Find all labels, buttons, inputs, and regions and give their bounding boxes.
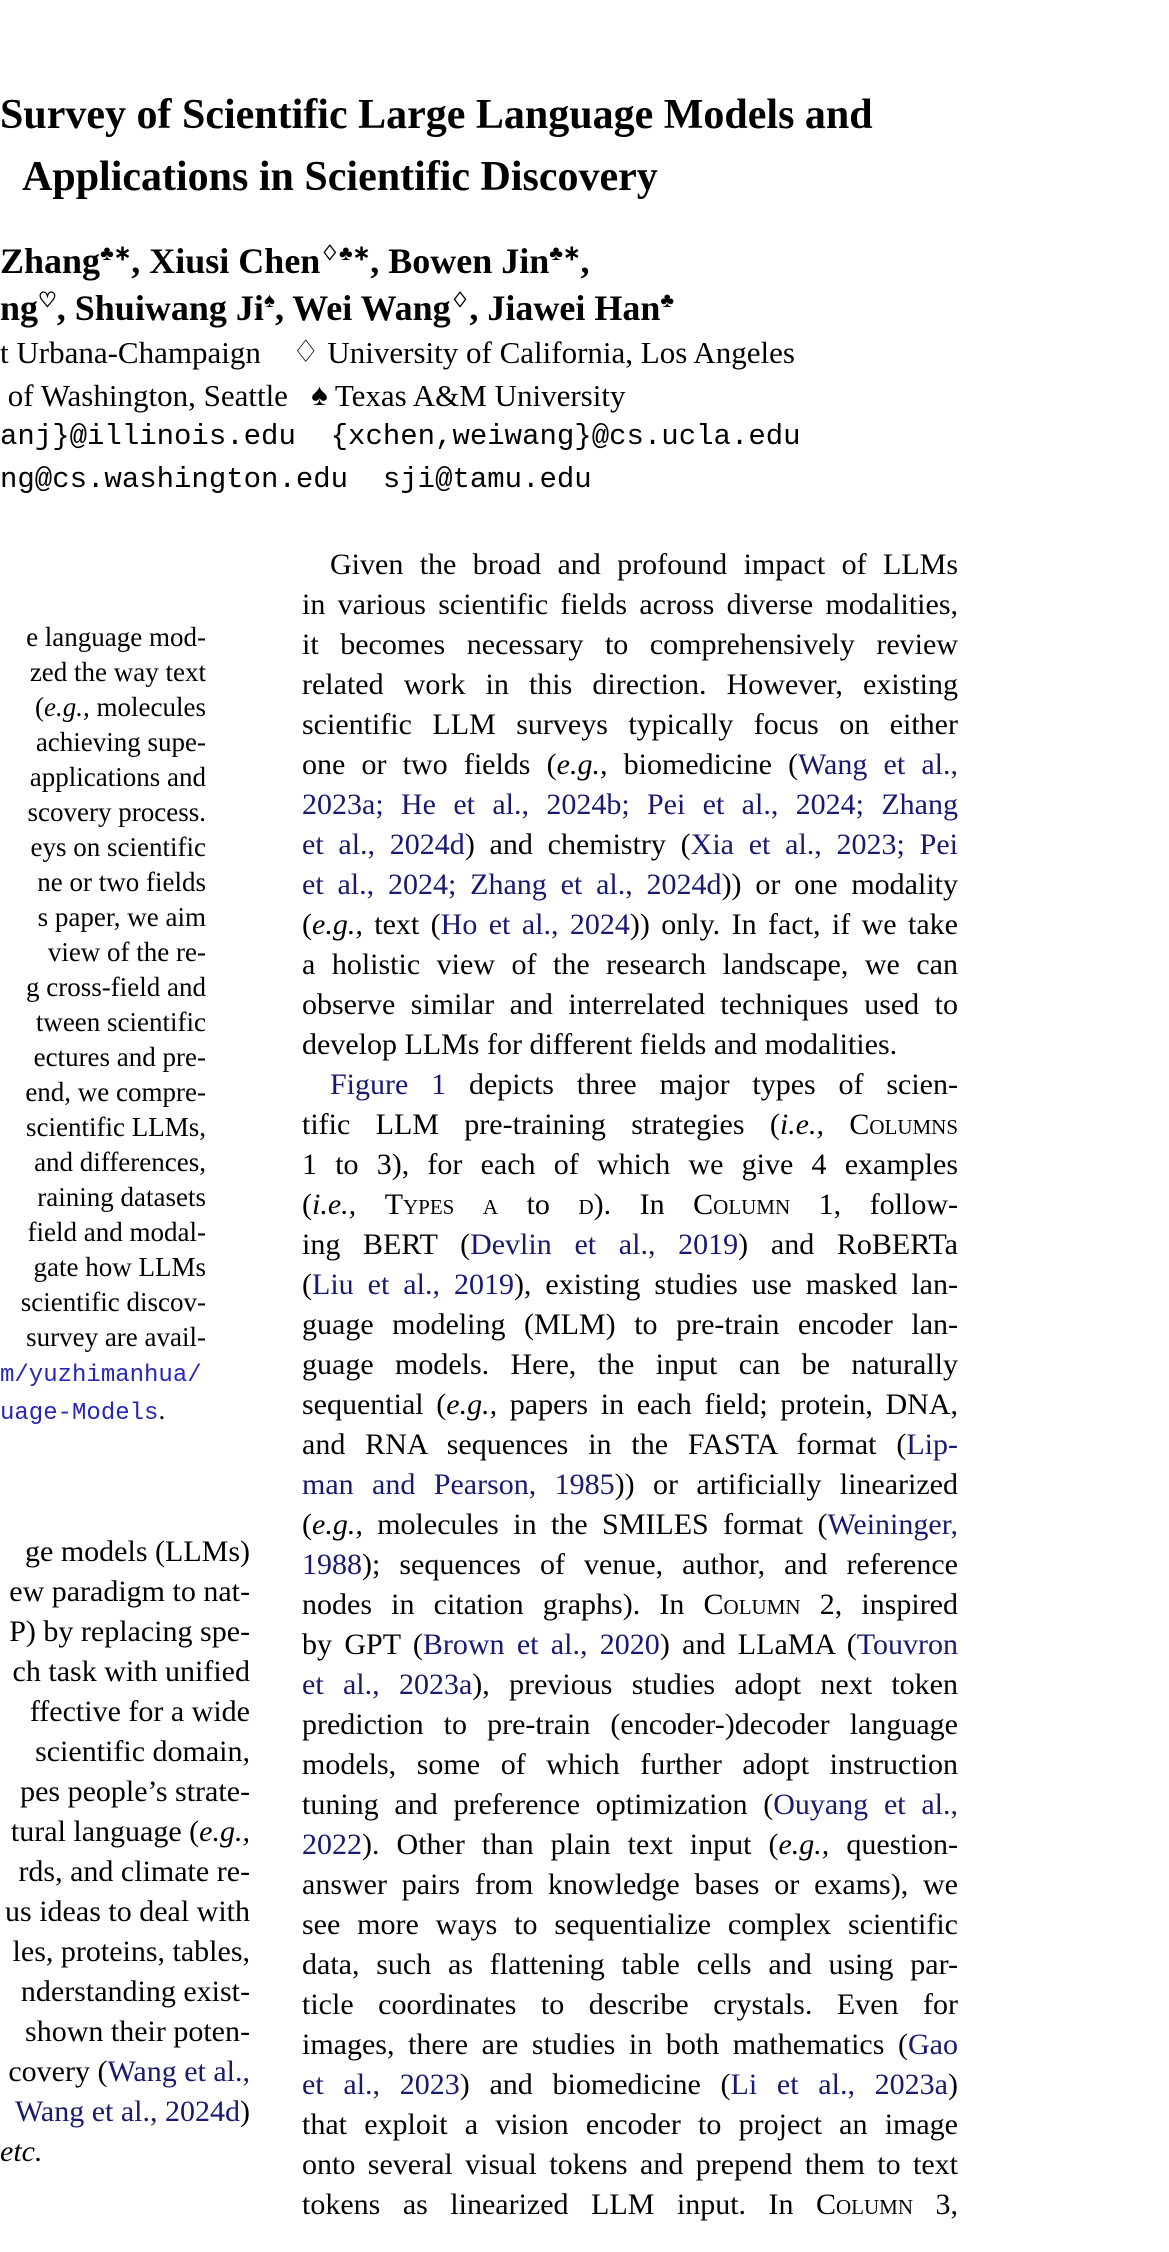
text-line: Given the broad and profound impact of LLMs <box>330 548 958 581</box>
text-line: guage models. Here, the input can be naturally <box>302 1348 958 1381</box>
text-line: scientific LLMs, <box>26 1112 206 1142</box>
italic-text: e.g., <box>446 1388 498 1421</box>
text-line: P) by replacing spe- <box>9 1615 250 1648</box>
smallcaps-text: d <box>578 1188 594 1221</box>
italic-text: i.e., <box>312 1188 357 1221</box>
affiliation-line-1: t Urbana-Champaign ♢ University of California, Los Angeles <box>0 334 795 370</box>
citation-link[interactable]: et al., 2024; Zhang et al., 2024d <box>302 868 722 901</box>
citation-link[interactable]: Li et al., 2023a <box>730 2068 948 2101</box>
text-line: end, we compre- <box>25 1077 206 1107</box>
text-line: et al., 2024d) and chemistry (Xia et al., 2023; Pei <box>302 828 958 861</box>
url-link[interactable]: uage-Models <box>0 1400 159 1427</box>
citation-link[interactable]: Xia et al., 2023; Pei <box>690 828 958 861</box>
email-line-2: ng@cs.washington.edu sji@tamu.edu <box>0 463 592 496</box>
text-line: nderstanding exist- <box>20 1975 250 2008</box>
smallcaps-text: Column <box>693 1188 791 1221</box>
text-line: field and modal- <box>27 1217 206 1247</box>
text-line: that exploit a vision encoder to project an image <box>302 2108 958 2141</box>
text-line: a holistic view of the research landscape, we can <box>302 948 958 981</box>
text-line: prediction to pre-train (encoder-)decoder language <box>302 1708 958 1741</box>
citation-link[interactable]: Ouyang et al., <box>773 1788 958 1821</box>
text-line: ge models (LLMs) <box>25 1535 250 1568</box>
text-line: observe similar and interrelated techniques used to <box>302 988 958 1021</box>
text-line <box>0 1355 206 1393</box>
text-line: by GPT (Brown et al., 2020) and LLaMA (Touvron <box>302 1628 958 1661</box>
text-line: related work in this direction. However, existing <box>302 668 958 701</box>
text-line: (e.g., text (Ho et al., 2024)) only. In fact, if we take <box>302 908 958 941</box>
text-line: applications and <box>29 762 206 792</box>
text-line: tuning and preference optimization (Ouyang et al., <box>302 1788 958 1821</box>
text-line: uage-Models. <box>0 1395 166 1427</box>
author-line-2: ng♡, Shuiwang Ji♠, Wei Wang♢, Jiawei Han♣ <box>0 288 675 328</box>
text-line: data, such as flattening table cells and using par- <box>302 1948 958 1981</box>
text-line: scovery process. <box>27 797 206 827</box>
citation-link[interactable]: Wang et al., <box>798 748 958 781</box>
text-line: shown their poten- <box>25 2015 250 2048</box>
italic-text: e.g., <box>312 1508 363 1541</box>
text-line: et al., 2023a), previous studies adopt next token <box>302 1668 958 1701</box>
affiliation-symbol: ♢ <box>291 334 320 369</box>
italic-text: e.g., <box>199 1815 250 1848</box>
italic-text: e.g., <box>312 908 363 941</box>
text-line: ffective for a wide <box>29 1695 250 1728</box>
citation-link[interactable]: Brown et al., 2020 <box>422 1628 660 1661</box>
text-line: man and Pearson, 1985)) or artificially linearized <box>302 1468 958 1501</box>
citation-link[interactable]: Devlin et al., 2019 <box>470 1228 739 1261</box>
superscript-symbol: ♣∗ <box>549 241 581 265</box>
text-line: ectures and pre- <box>33 1042 206 1072</box>
paper-title-line2: Applications in Scientific Discovery <box>22 154 658 200</box>
email-line-1: anj}@illinois.edu {xchen,weiwang}@cs.ucla.edu <box>0 420 801 453</box>
text-line: e language mod- <box>26 622 206 652</box>
text-line: ticle coordinates to describe crystals. Even for <box>302 1988 958 2021</box>
text-line: 2022). Other than plain text input (e.g., question- <box>302 1828 958 1861</box>
text-line: pes people’s strate- <box>20 1775 250 1808</box>
text-line: develop LLMs for different fields and modalities. <box>302 1028 898 1061</box>
text-line: one or two fields (e.g., biomedicine (Wang et al., <box>302 748 958 781</box>
citation-link[interactable]: 2022 <box>302 1828 362 1861</box>
text-line: 1 to 3), for each of which we give 4 examples <box>302 1148 958 1181</box>
text-line: sequential (e.g., papers in each field; protein, DNA, <box>302 1388 958 1421</box>
citation-link[interactable]: man and Pearson, 1985 <box>302 1468 615 1501</box>
text-line: onto several visual tokens and prepend them to text <box>302 2148 958 2181</box>
citation-link[interactable]: Weininger, <box>827 1508 958 1541</box>
text-line: survey are avail- <box>26 1322 206 1352</box>
citation-link[interactable]: 2023a; He et al., 2024b; Pei et al., 2024; Zhang <box>302 788 958 821</box>
italic-text: i.e., <box>779 1108 824 1141</box>
citation-link[interactable]: Ho et al., 2024 <box>440 908 630 941</box>
affiliation-symbol: ♠ <box>311 377 328 412</box>
text-line: eys on scientific <box>30 832 206 862</box>
text-line: ch task with unified <box>12 1655 250 1688</box>
text-line: answer pairs from knowledge bases or exams), we <box>302 1868 958 1901</box>
text-line: (e.g., molecules <box>35 692 206 722</box>
citation-link[interactable]: et al., 2024d <box>302 828 465 861</box>
text-line: ne or two fields <box>37 867 206 897</box>
text-line: tific LLM pre-training strategies (i.e., Columns <box>302 1108 958 1141</box>
text-line <box>0 2132 250 2172</box>
affiliation-line-2: of Washington, Seattle ♠ Texas A&M University <box>0 377 626 413</box>
smallcaps-text: Column <box>816 2188 914 2221</box>
text-line: and RNA sequences in the FASTA format (Lip- <box>302 1428 958 1461</box>
superscript-symbol: ♡ <box>38 288 57 312</box>
text-line: les, proteins, tables, <box>12 1935 250 1968</box>
text-line: tokens as linearized LLM input. In Column 3, <box>302 2188 958 2221</box>
citation-link[interactable]: Lip- <box>906 1428 958 1461</box>
citation-link[interactable]: Touvron <box>856 1628 958 1661</box>
author-line-1: Zhang♣∗, Xiusi Chen♢♣∗, Bowen Jin♣∗, <box>0 241 590 281</box>
abstract-column-fragment <box>0 620 206 1431</box>
text-line: s paper, we aim <box>37 902 206 932</box>
text-line: Figure 1 depicts three major types of scien- <box>330 1068 958 1101</box>
citation-link[interactable]: 1988 <box>302 1548 362 1581</box>
text-line: ew paradigm to nat- <box>9 1575 250 1608</box>
text-line: and differences, <box>34 1147 206 1177</box>
superscript-symbol: ♣ <box>660 288 675 312</box>
text-line: ing BERT (Devlin et al., 2019) and RoBERTa <box>302 1228 958 1261</box>
smallcaps-text: Columns <box>849 1108 958 1141</box>
text-line: zed the way text <box>29 657 206 687</box>
text-line: gate how LLMs <box>33 1252 206 1282</box>
italic-text: e.g., <box>556 748 608 781</box>
smallcaps-text: Types a <box>384 1188 499 1221</box>
text-line: models, some of which further adopt instruction <box>302 1748 958 1781</box>
text-line: guage modeling (MLM) to pre-train encoder lan- <box>302 1308 958 1341</box>
text-line: covery (Wang et al., <box>8 2055 250 2088</box>
intro-column-fragment <box>0 1532 250 2172</box>
superscript-symbol: ♠ <box>263 288 275 312</box>
text-line: 1988); sequences of venue, author, and reference <box>302 1548 958 1581</box>
text-line: in various scientific fields across diverse modalities, <box>302 588 958 621</box>
superscript-symbol: ♢ <box>450 288 470 312</box>
text-line: raining datasets <box>37 1182 206 1212</box>
text-line: rds, and climate re- <box>18 1855 250 1888</box>
text-line: achieving supe- <box>35 727 206 757</box>
text-line: tural language (e.g., <box>10 1815 250 1848</box>
right-text-column <box>302 545 958 2225</box>
superscript-symbol: ♣∗ <box>100 241 132 265</box>
text-line: et al., 2024; Zhang et al., 2024d)) or one modality <box>302 868 958 901</box>
citation-link[interactable]: Liu et al., 2019 <box>312 1268 514 1301</box>
citation-link[interactable]: Gao <box>908 2028 958 2061</box>
text-line: scientific domain, <box>35 1735 250 1768</box>
italic-text: e.g., <box>44 692 90 722</box>
text-line: view of the re- <box>47 937 206 967</box>
text-line: us ideas to deal with <box>5 1895 250 1928</box>
paper-title-line1: Survey of Scientific Large Language Models and <box>0 92 873 138</box>
url-link[interactable]: m/yuzhimanhua/ <box>0 1362 202 1389</box>
text-line: see more ways to sequentialize complex scientific <box>302 1908 958 1941</box>
text-line: images, there are studies in both mathematics (Gao <box>302 2028 958 2061</box>
text-line: tween scientific <box>35 1007 206 1037</box>
text-line: et al., 2023) and biomedicine (Li et al., 2023a) <box>302 2068 958 2101</box>
citation-link[interactable]: Wang et al., 2024d <box>14 2095 240 2128</box>
text-line: scientific LLM surveys typically focus on either <box>302 708 958 741</box>
smallcaps-text: Column <box>703 1588 801 1621</box>
text-line: Wang et al., 2024d) <box>14 2095 250 2128</box>
text-line: g cross-field and <box>26 972 206 1002</box>
italic-text: e.g., <box>778 1828 830 1861</box>
text-line <box>302 785 958 825</box>
text-line: it becomes necessary to comprehensively review <box>302 628 958 661</box>
superscript-symbol: ♢♣∗ <box>320 241 371 265</box>
text-line: scientific discov- <box>20 1287 206 1317</box>
citation-link[interactable]: et al., 2023a <box>302 1668 473 1701</box>
citation-link[interactable]: et al., 2023 <box>302 2068 460 2101</box>
citation-link[interactable]: Wang et al., <box>107 2055 250 2088</box>
italic-text: etc. <box>0 2135 43 2168</box>
text-line: nodes in citation graphs). In Column 2, inspired <box>302 1588 958 1621</box>
text-line: (i.e., Types a to d). In Column 1, follow- <box>302 1188 958 1221</box>
citation-link[interactable]: Figure 1 <box>330 1068 447 1101</box>
text-line: (e.g., molecules in the SMILES format (Weininger, <box>302 1508 958 1541</box>
text-line: (Liu et al., 2019), existing studies use masked lan- <box>302 1268 958 1301</box>
